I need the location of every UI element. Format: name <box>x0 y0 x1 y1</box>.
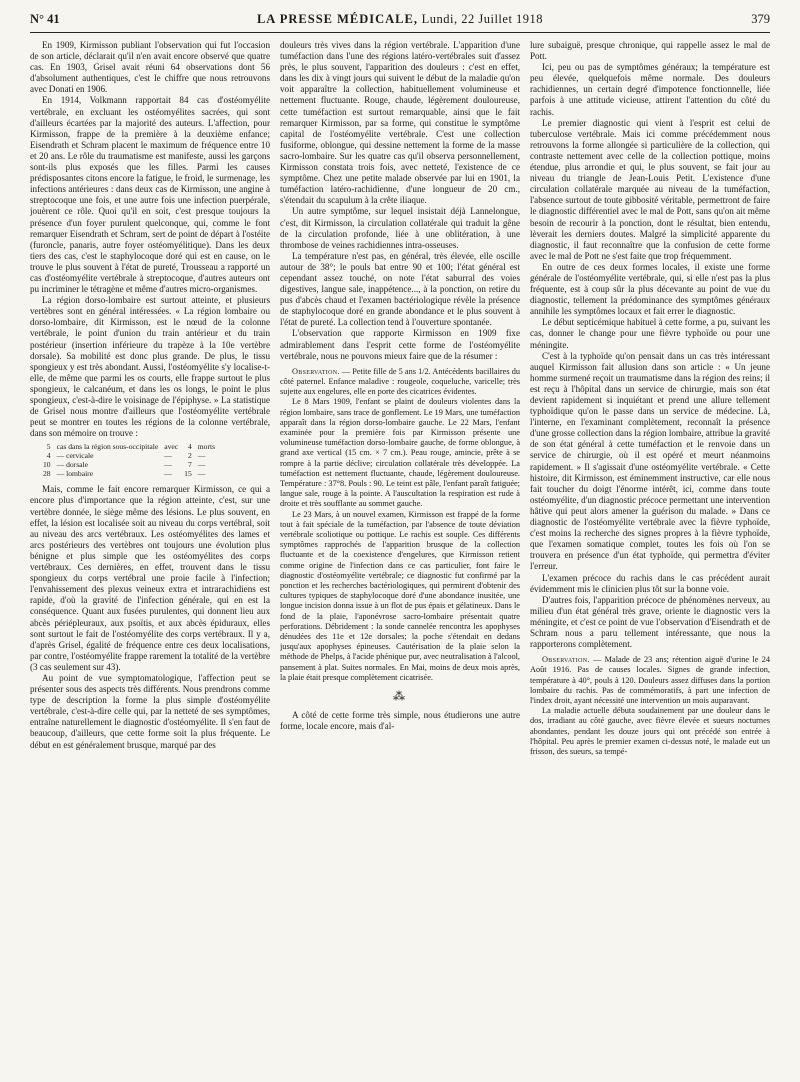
cell-label: — <box>197 451 206 461</box>
observation-label: Observation. <box>292 366 340 376</box>
paragraph: Ici, peu ou pas de symptômes généraux; la température est peu élevée, quelquefois même normale. Des douleurs rachidiennes, un certain degré d'impotence fonctionnelle, liée parfois à une attitude vicieuse, attirent l'attention du côté du rachis. <box>530 62 770 117</box>
paragraph: Le premier diagnostic qui vient à l'esprit est celui de tuberculose vertébrale. Mais ici comme précédemment nous retrouvons la forme allongée si particulière de la collection, qui contraste nettement avec celle de la collection pottique, moins étendue, plus arrondie et qui, le plus souvent, se fait jour au niveau du triangle de Jean-Louis Petit. L'existence d'une circulation collatérale marquée au niveau de la tuméfaction, l'absence surtout de toute gibbosité véritable, permettront de faire le diagnostic différentiel avec le mal de Pott, sans qu'on ait même besoin de recourir à la ponction, dont le résultat, bien entendu, lèverait les derniers doutes. Malgré la simplicité apparente du diagnostic, il faut reconnaître que la confusion de cette forme avec le mal de Pott ne s'est faite que trop fréquemment. <box>530 117 770 261</box>
table-row <box>40 442 218 451</box>
text-column-right <box>530 40 770 1074</box>
paragraph: lure subaiguë, presque chronique, qui rappelle assez le mal de Pott. <box>530 40 770 62</box>
paragraph: La température n'est pas, en général, très élevée, elle oscille autour de 38°; le pouls bat entre 90 et 100; l'état général est cependant assez touché, on note l'état saburral des voies digestives, langue sale, inappétence..., à la ponction, on retire du pus d'abcès chaud et l'examen bactériologique révèle la présence de staphylocoque doré en grande abondance et le plus souvent à l'état de pureté. La collection tend à l'ouverture spontanée. <box>280 250 520 328</box>
observation-paragraph <box>280 367 520 398</box>
cell-label: — <box>197 460 206 470</box>
table-row <box>40 469 218 478</box>
observation-text: — Petite fille de 5 ans 1/2. Antécédents bacillaires du côté paternel. Enfance maladive : rougeole, coqueluche, varicelle; très sujette aux engelures, elle en porte des cicatrices évidentes. <box>280 366 520 397</box>
paragraph: Un autre symptôme, sur lequel insistait déjà Lannelongue, c'est, dit Kirmisson, la circulation collatérale qui traduit la gêne de la circulation profonde, liée à une oblitération, à une thrombose de veines rachidiennes intra-osseuses. <box>280 206 520 250</box>
paragraph: En 1909, Kirmisson publiant l'observation qui fut l'occasion de son article, déclarait qu'il n'en avait encore observé que quatre cas. En 1903, Grisel avait réuni 64 observations dont 56 d'absolument authentiques, c'est le chiffre que nous retrouvons avec Donati en 1906. <box>30 40 270 95</box>
cell-deaths: 15 <box>184 469 192 479</box>
observation-paragraph: Le 8 Mars 1909, l'enfant se plaint de douleurs violentes dans la région lombaire, sans trace de gonflement. Le 19 Mars, une tuméfaction apparaît dans la région dorso-lombaire gauche. Le 22 Mars, l'enfant examinée pour la première fois par Kirmisson présente une volumineuse tuméfaction dorso-lombaire gauche, de forme oblongue, à grand axe vertical (15 cm. × 7 cm.). Peau rouge, amincie, prête à se rompre à la partie déclive; circulation collatérale très développée. La tuméfaction est nettement fluctuante, chaude, légèrement douloureuse. Température : 37°8. Pouls : 90. Le teint est pâle, l'enfant paraît fatiguée; langue sale, rouge à la pointe. A l'auscultation la respiration est rude à droite et très soufflante au sommet gauche. <box>280 397 520 509</box>
cell-label: morts <box>197 442 216 452</box>
cell-label: — <box>197 469 206 479</box>
cell-count: 5 <box>46 442 51 452</box>
paragraph: En 1914, Volkmann rapportait 84 cas d'ostéomyélite vertébrale, en excluant les ostéomyélites sacrées, qui sont d'ailleurs écartées par la majorité des auteurs. L'affection, pour Kirmisson, frappe de la première à la deuxième enfance; Eisendrath et Schram placent le maximum de fréquence entre 10 et 20 ans. Le rôle du traumatisme est manifeste, aussi les garçons sont-ils plus exposés que les filles. Parmi les causes prédisposantes citons encore la fatigue, le froid, le surmenage, les infections antérieures : dans deux cas de Kirmisson, une angine à streptocoque une fois, et une autre fois une infection puerpérale, jouèrent ce rôle. Quoi qu'il en soit, c'est presque toujours la présence d'un foyer purulent quelconque, qui, comme le font remarquer Eisendrath et Schram, sert de point de départ à l'ostéite (furoncle, panaris, autre foyer ostéomyélitique). Dans les deux tiers des cas, c'est le staphylocoque doré qui est en cause, on le trouve le plus souvent à l'état de pureté, Trousseau a rapporté un cas d'ostéomyélite vertébrale à streptocoque, d'autres auteurs ont pu incriminer le tétragène et même d'autres micro-organismes. <box>30 95 270 295</box>
table-row <box>40 460 218 469</box>
observation-text: — Malade de 23 ans; rétention aiguë d'urine le 24 Août 1916. Pas de causes locales. Signes de grande infection, température à 40°, pouls à 120. Douleurs assez diffuses dans la portion lombaire du rachis. Pas de commémoratifs, à part une infection de l'index droit, ayant nécessité une intervention un mois auparavant. <box>530 655 770 705</box>
cell-avec: — <box>164 451 172 461</box>
cell-avec: — <box>164 469 172 479</box>
paragraph: Au point de vue symptomatologique, l'affection peut se présenter sous des aspects très différents. Nous prendrons comme type de description la forme la plus simple d'ostéomyélite vertébrale, c'est-à-dire celle qui, par la netteté de ses symptômes, entraîne naturellement le diagnostic d'ostéomyélite. Il s'en faut de beaucoup, d'ailleurs, que cette forme soit la plus fréquente. Le début en est généralement brusque, marqué par des <box>30 672 270 750</box>
paragraph: Mais, comme le fait encore remarquer Kirmisson, ce qui a encore plus d'importance que la région atteinte, c'est, sur une vertèbre donnée, le siège même des lésions. Le plus souvent, en effet, la lésion est localisée soit au niveau du corps vertébral, soit au niveau des arcs vertébraux. Les ostéomyélites des lames et arcs postérieurs des vertèbres ont toujours une évolution plus bénigne et plus simple que les ostéomyélites des corps vertébraux. Ces dernières, en effet, trouvent dans le tissu spongieux du corps vertébral une proie facile à l'infection; l'envahissement des plexus veineux extra et intrarachidiens est rapide, d'où la gravité de l'infection générale, qui en est la conséquence. Quant aux fusées purulentes, qui donnent lieu aux abcès périépleuraux, aux psoïtis, et aux abcès épiduraux, elles sont surtout le fait de l'ostéomyélite des corps vertébraux. Il y a, d'après Grisel, égalité de fréquence entre ces deux localisations, par contre, l'ostéomyélite frappe rarement la totalité de la vertèbre (3 cas seulement sur 43). <box>30 484 270 672</box>
grisel-statistics-table <box>40 442 218 478</box>
observation-paragraph <box>530 655 770 706</box>
cell-region: — cervicale <box>56 451 94 461</box>
observation-paragraph: Le 23 Mars, à un nouvel examen, Kirmisson est frappé de la forme tout à fait spéciale de la tuméfaction, par l'absence de toute déviation vertébrale scoliotique ou pottique. Le rachis est souple. Ces différents symptômes rapprochés de l'apparition brusque de la collection fluctuante et de la coexistence d'engelures, que Kirmisson retient comme origine de l'infection dans ce cas particulier, font faire le diagnostic d'ostéomyélite vertébrale; ce diagnostic fut confirmé par la ponction et les recherches bactériologiques, qui permirent d'obtenir des cultures typiques de staphylocoque doré d'une abondance inusitée, une longue incision donna issue à un flot de pus épais et gélatineux. Dans le fond de la plaie, l'aponévrose sacro-lombaire présentait quatre perforations. Débridement : la sonde cannelée rencontra les apophyses dénudées des 11e et 12e dorsales; la poche s'étendait en dedans jusqu'aux apophyses épineuses. Cautérisation de la plaie selon la méthode de Phelps, à l'acide phénique pur, avec neutralisation à l'alcool, pansement à plat. Suites normales. En Mai, moins de deux mois après, la plaie était presque complètement cicatrisée. <box>280 509 520 682</box>
cell-avec: — <box>164 460 172 470</box>
issue-number: N° 41 <box>30 12 60 26</box>
cell-deaths: 2 <box>187 451 192 461</box>
table-row <box>40 451 218 460</box>
paragraph: L'examen précoce du rachis dans le cas précédent aurait évidemment mis le clinicien plus tôt sur la bonne voie. <box>530 572 770 594</box>
paragraph: D'autres fois, l'apparition précoce de phénomènes nerveux, au milieu d'un état général très grave, oriente le diagnostic vers la méningite, et c'est ce point de vue l'observation d'Eisendrath et de Schram nous a paru tellement intéressante, que nous la rapporterons complètement. <box>530 594 770 650</box>
cell-avec: avec <box>164 442 179 452</box>
page-header <box>30 10 770 33</box>
cell-region: — dorsale <box>56 460 89 470</box>
paragraph: Le début septicémique habituel à cette forme, a pu, suivant les cas, donner le change pour une fièvre typhoïde ou pour une méningite. <box>530 317 770 350</box>
section-separator: ⁂ <box>393 689 407 704</box>
cell-deaths: 7 <box>187 460 192 470</box>
cell-count: 4 <box>46 451 51 461</box>
paragraph: A côté de cette forme très simple, nous étudierons une autre forme, locale encore, mais d'al- <box>280 710 520 732</box>
cell-count: 28 <box>43 469 51 479</box>
paragraph: La région dorso-lombaire est surtout atteinte, et plusieurs vertèbres sont en général intéressées. « La région lombaire ou dorso-lombaire, dit Kirmisson, est le nœud de la colonne vertébrale, le point d'union du train antérieur et du train postérieur (insertion inférieure du trapèze à la 10e vertèbre dorsale). Sa mobilité est donc plus grande. De plus, le tissu spongieux y est très abondant. Aussi, l'ostéomyélite s'y localise-t-elle, de même que parmi les os courts, elle frappe surtout le plus spongieux, le calcanéum, et dans les os longs, le point le plus spongieux, c'est-à-dire le voisinage de l'épiphyse. » La statistique de Grisel nous montre d'ailleurs que l'ostéomyélite vertébrale peut se montrer en toutes les régions de la colonne vertébrale, dans son mémoire on trouve : <box>30 295 270 439</box>
issue-date: Lundi, 22 Juillet 1918 <box>418 12 544 26</box>
cell-deaths: 4 <box>187 442 192 452</box>
paragraph: C'est à la typhoïde qu'on pensait dans un cas très intéressant auquel Kirmisson fait allusion dans son article : « Un jeune homme surmené reçoit un traumatisme dans la région des reins; il est reçu à l'hôpital dans un service de chirurgie, mais son état devient rapidement si inquiétant et prend une allure tellement typhoïdique qu'on le passe dans un service de médecine. Là, l'interne, en l'examinant complètement, reconnaît la présence d'une grosse collection dans la région lombaire, attribue la gravité de son état général à cette tuméfaction et le renvoie dans un service de chirurgie, où il est opéré et meurt néanmoins rapidement. » Il s'agissait d'une ostéomyélite vertébrale. « Cette histoire, dit Kirmisson, est éminemment instructive, car elle nous fait toucher du doigt l'énorme intérêt, ici, comme dans toute ostéomyélite, d'un diagnostic précoce permettant une intervention hâtive qui peut alors amener la guérison du malade. » Dans ce diagnostic de l'ostéomyélite vertébrale avec la fièvre typhoïde, c'est moins la recherche des signes propres à la fièvre typhoïde, que l'examen somatique complet, toutes les fois où l'on se trouvera en présence d'un état typhoïde, qui permettra d'éviter l'erreur. <box>530 350 770 572</box>
text-column-middle <box>280 40 520 1074</box>
text-column-left <box>30 40 270 1074</box>
cell-count: 10 <box>43 460 51 470</box>
cell-region: — lombaire <box>56 469 94 479</box>
cell-region: cas dans la région sous-occipitale <box>56 442 159 452</box>
paragraph: douleurs très vives dans la région vertébrale. L'apparition d'une tuméfaction dans l'une des régions latéro-vertébrales suit d'assez près, le plus souvent, l'apparition des douleurs : c'est en effet, dans les dix à vingt jours qui suivent le début de la maladie qu'on voit apparaître la collection, habituellement volumineuse et nettement fluctuante. Rouge, chaude, légèrement douloureuse, cette tuméfaction est surtout remarquable, ainsi que le fait remarquer Kirmisson, par sa forme, qui constitue le symptôme capital de l'ostéomyélite vertébrale. C'est une collection fusiforme, oblongue, qui dessine nettement la forme de la masse sacro-lombaire. Sur les quatre cas qu'il observa personnellement, Kirmisson constata trois fois, avec netteté, l'existence de ce symptôme. Chez une petite malade observée par lui en 1901, la tuméfaction latéro-rachidienne, d'une longueur de 20 cm., s'étendait du scapulum à la crête iliaque. <box>280 40 520 206</box>
running-title <box>30 12 770 27</box>
journal-name: LA PRESSE MÉDICALE, <box>256 12 418 26</box>
paragraph: L'observation que rapporte Kirmisson en 1909 fixe admirablement dans l'esprit cette forme de l'ostéomyélite vertébrale, nous ne pouvons mieux faire que de la résumer : <box>280 328 520 361</box>
observation-paragraph: La maladie actuelle débuta soudainement par une douleur dans le dos, irradiant au côté gauche, avec fièvre élevée et sueurs nocturnes abondantes, pendant les douze jours qui ont précédé son entrée à l'hôpital. Peu après le premier examen ci-dessus noté, le malade eut un frisson, des sueurs, sa tempé- <box>530 706 770 756</box>
page-number: 379 <box>751 12 770 26</box>
observation-label: Observation. <box>542 655 590 665</box>
paragraph: En outre de ces deux formes locales, il existe une forme générale de l'ostéomyélite vertébrale, qui, si elle n'est pas la plus fréquente, est à coup sûr la plus décevante au point de vue du diagnostic, tellement la prédominance des symptômes généraux annihile les symptômes locaux et fait errer le diagnostic. <box>530 261 770 317</box>
